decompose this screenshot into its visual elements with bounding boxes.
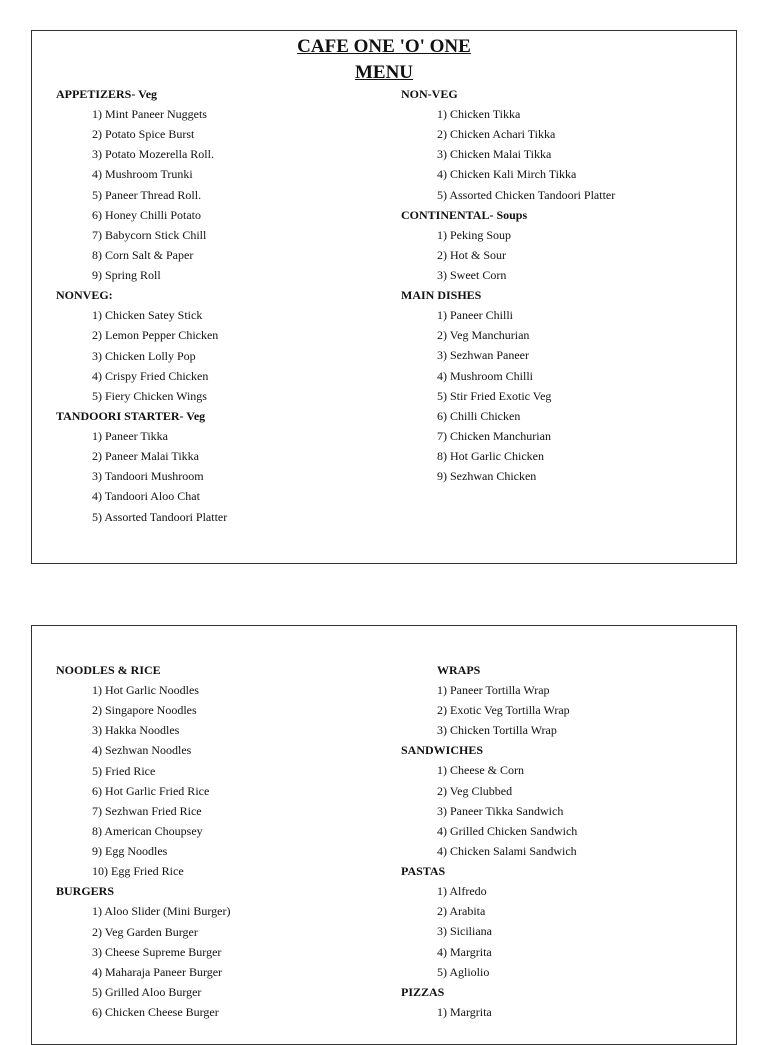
section-heading: BURGERS	[56, 884, 115, 899]
section-heading: WRAPS	[437, 663, 481, 677]
menu-item: 1) Peking Soup	[437, 227, 512, 242]
menu-item: 3) Potato Mozerella Roll.	[92, 147, 214, 162]
section-heading: NONVEG:	[56, 288, 113, 303]
section-heading: SANDWICHES	[401, 743, 484, 758]
menu-item: 1) Paneer Chilli	[437, 308, 513, 323]
menu-item: 1) Paneer Tortilla Wrap	[437, 683, 550, 697]
menu-item: 3) Paneer Tikka Sandwich	[437, 803, 564, 818]
menu-item: 1) Chicken Satey Stick	[92, 308, 203, 323]
menu-item: 4) Chicken Salami Sandwich	[437, 843, 577, 858]
menu-item: 1) Cheese & Corn	[437, 763, 524, 778]
section-heading: PIZZAS	[401, 984, 445, 999]
section-heading: CONTINENTAL- Soups	[401, 207, 528, 222]
menu-item: 3) Tandoori Mushroom	[92, 469, 204, 484]
menu-item: 3) Sezhwan Paneer	[437, 348, 529, 363]
menu-item: 3) Hakka Noodles	[92, 723, 180, 738]
section-heading: APPETIZERS- Veg	[56, 87, 158, 101]
menu-item: 3) Chicken Malai Tikka	[437, 147, 552, 162]
menu-item: 9) Egg Noodles	[92, 844, 168, 859]
menu2-right-column	[401, 660, 731, 1022]
menu-card-1	[31, 30, 737, 564]
section-heading: NOODLES & RICE	[56, 663, 161, 677]
menu-item: 4) Mushroom Chilli	[437, 368, 534, 383]
menu-item: 6) Chicken Cheese Burger	[92, 1005, 219, 1020]
menu-item: 8) American Choupsey	[92, 823, 203, 838]
menu-item: 3) Cheese Supreme Burger	[92, 944, 222, 959]
menu1-right-column	[401, 84, 731, 486]
menu-card-2	[31, 625, 737, 1045]
menu-item: 4) Mushroom Trunki	[92, 167, 193, 182]
menu-item: 5) Assorted Tandoori Platter	[92, 509, 228, 524]
menu-item: 5) Assorted Chicken Tandoori Platter	[437, 187, 616, 202]
menu-item: 3) Siciliana	[437, 924, 492, 939]
menu-item: 4) Margrita	[437, 944, 492, 959]
menu-item: 6) Hot Garlic Fried Rice	[92, 783, 210, 798]
menu1-left-column	[56, 84, 386, 527]
menu-item: 6) Chilli Chicken	[437, 408, 521, 423]
section-heading: MAIN DISHES	[401, 288, 482, 303]
menu-item: 1) Margrita	[437, 1004, 492, 1019]
menu-item: 5) Grilled Aloo Burger	[92, 984, 202, 999]
menu-item: 5) Fried Rice	[92, 763, 156, 778]
menu-item: 3) Chicken Tortilla Wrap	[437, 723, 557, 738]
menu-item: 2) Veg Clubbed	[437, 783, 513, 798]
menu-item: 1) Alfredo	[437, 884, 487, 899]
section-heading: NON-VEG	[401, 87, 458, 101]
menu-heading: MENU	[354, 62, 414, 83]
menu-item: 6) Honey Chilli Potato	[92, 207, 201, 222]
menu-item: 5) Fiery Chicken Wings	[92, 388, 207, 403]
menu-item: 4) Crispy Fried Chicken	[92, 368, 209, 383]
menu-item: 1) Chicken Tikka	[437, 107, 521, 121]
menu-item: 1) Paneer Tikka	[92, 428, 168, 443]
menu-item: 8) Hot Garlic Chicken	[437, 449, 544, 464]
menu-item: 2) Lemon Pepper Chicken	[92, 328, 219, 343]
menu-item: 1) Aloo Slider (Mini Burger)	[92, 904, 231, 919]
menu-item: 8) Corn Salt & Paper	[92, 247, 194, 262]
menu-item: 1) Mint Paneer Nuggets	[92, 107, 207, 121]
menu-item: 5) Paneer Thread Roll.	[92, 187, 202, 202]
menu-item: 2) Exotic Veg Tortilla Wrap	[437, 703, 570, 718]
menu-item: 4) Sezhwan Noodles	[92, 743, 192, 758]
section-heading: TANDOORI STARTER- Veg	[56, 408, 206, 423]
menu-item: 2) Hot & Sour	[437, 247, 506, 262]
menu-item: 5) Agliolio	[437, 964, 490, 979]
menu-item: 2) Arabita	[437, 904, 486, 919]
menu-item: 4) Maharaja Paneer Burger	[92, 964, 223, 979]
menu-item: 4) Grilled Chicken Sandwich	[437, 823, 578, 838]
menu-item: 1) Hot Garlic Noodles	[92, 683, 199, 697]
menu-item: 4) Tandoori Aloo Chat	[92, 489, 200, 504]
menu-item: 4) Chicken Kali Mirch Tikka	[437, 167, 577, 182]
menu-item: 7) Sezhwan Fried Rice	[92, 803, 202, 818]
menu-item: 9) Sezhwan Chicken	[437, 469, 537, 484]
section-heading: PASTAS	[401, 864, 446, 879]
menu-item: 7) Chicken Manchurian	[437, 428, 551, 443]
menu-item: 2) Chicken Achari Tikka	[437, 127, 556, 142]
menu-item: 3) Sweet Corn	[437, 267, 507, 282]
menu-item: 7) Babycorn Stick Chill	[92, 227, 207, 242]
menu-item: 2) Singapore Noodles	[92, 703, 197, 718]
menu-item: 2) Veg Garden Burger	[92, 924, 198, 939]
cafe-title: CAFE ONE 'O' ONE	[297, 36, 471, 57]
menu-item: 2) Paneer Malai Tikka	[92, 449, 199, 464]
menu-item: 2) Potato Spice Burst	[92, 127, 195, 142]
menu-item: 2) Veg Manchurian	[437, 328, 530, 343]
menu2-left-column	[56, 660, 386, 1022]
menu-item: 10) Egg Fried Rice	[92, 864, 184, 879]
menu-item: 9) Spring Roll	[92, 268, 161, 283]
menu-item: 5) Stir Fried Exotic Veg	[437, 388, 552, 403]
menu-item: 3) Chicken Lolly Pop	[92, 348, 196, 363]
